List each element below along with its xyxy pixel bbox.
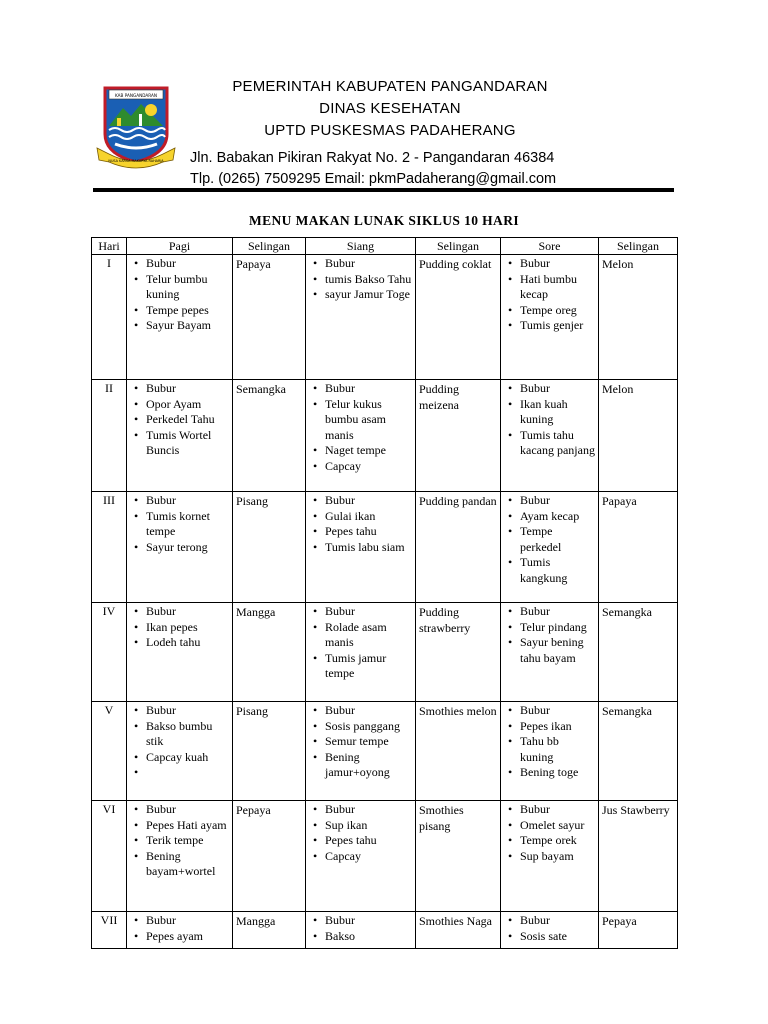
header-selingan-2: Selingan	[416, 238, 501, 255]
cell-siang	[306, 912, 416, 949]
cell-pagi-list	[130, 493, 229, 555]
cell-siang	[306, 702, 416, 801]
header-selingan-3: Selingan	[599, 238, 678, 255]
list-item: • Tumis tahu kacang panjang	[520, 428, 595, 459]
list-item: • Bubur	[146, 604, 229, 620]
list-item: • Bubur	[146, 703, 229, 719]
list-item: • Bubur	[520, 493, 595, 509]
list-item: • Bubur	[520, 381, 595, 397]
cell-siang-list	[309, 703, 412, 781]
list-item: • Tumis Wortel Buncis	[146, 428, 229, 459]
document-title: MENU MAKAN LUNAK SIKLUS 10 HARI	[248, 213, 520, 228]
list-item: • Tumis kornet tempe	[146, 509, 229, 540]
list-item: • Bubur	[520, 604, 595, 620]
cell-siang-list	[309, 381, 412, 474]
cell-sore	[501, 702, 599, 801]
cell-sore	[501, 603, 599, 702]
list-item: • Bubur	[325, 493, 412, 509]
list-item: • Bubur	[325, 381, 412, 397]
header-sore: Sore	[501, 238, 599, 255]
cell-selingan-2: Pudding strawberry	[416, 603, 501, 702]
table-header-row	[92, 238, 678, 255]
list-item: • Sup ikan	[325, 818, 412, 834]
regency-emblem-logo	[95, 82, 177, 170]
list-item: • Tumis labu siam	[325, 540, 412, 556]
cell-hari: VII	[92, 912, 127, 949]
list-item: • Tempe pepes	[146, 303, 229, 319]
cell-selingan-2: Smothies pisang	[416, 801, 501, 912]
letterhead-contact: Tlp. (0265) 7509295 Email: pkmPadaherang@gmail.com	[190, 171, 557, 187]
cell-sore	[501, 255, 599, 380]
cell-pagi	[127, 380, 233, 492]
list-item: • Tempe perkedel	[520, 524, 595, 555]
cell-selingan-2: Pudding meizena	[416, 380, 501, 492]
list-item: • Capcay	[325, 849, 412, 865]
cell-selingan-3: Pepaya	[599, 912, 678, 949]
cell-sore	[501, 380, 599, 492]
cell-selingan-1: Pepaya	[233, 801, 306, 912]
cell-siang-list	[309, 913, 412, 944]
letterhead-divider	[93, 188, 674, 192]
cell-selingan-1: Semangka	[233, 380, 306, 492]
cell-siang	[306, 380, 416, 492]
list-item: • Sayur Bayam	[146, 318, 229, 334]
logo-top-text: KAB PANGANDARAN	[115, 93, 157, 98]
cell-selingan-1: Papaya	[233, 255, 306, 380]
header-selingan-1: Selingan	[233, 238, 306, 255]
cell-pagi	[127, 603, 233, 702]
list-item: • Sosis panggang	[325, 719, 412, 735]
cell-pagi-list	[130, 802, 229, 880]
cell-sore-list	[504, 604, 595, 666]
cell-siang-list	[309, 493, 412, 555]
cell-pagi-list	[130, 913, 229, 944]
menu-table	[91, 237, 678, 949]
list-item: • Tahu bb kuning	[520, 734, 595, 765]
list-item: • Bening jamur+oyong	[325, 750, 412, 781]
cell-hari: IV	[92, 603, 127, 702]
list-item: • sayur Jamur Toge	[325, 287, 412, 303]
cell-selingan-1: Pisang	[233, 702, 306, 801]
cell-pagi	[127, 492, 233, 603]
list-item: • Gulai ikan	[325, 509, 412, 525]
list-item: • Pepes ayam	[146, 929, 229, 945]
list-item: • Naget tempe	[325, 443, 412, 459]
header-hari: Hari	[92, 238, 127, 255]
list-item: • Tumis kangkung	[520, 555, 595, 586]
list-item: • Bubur	[520, 802, 595, 818]
list-item: • Bubur	[325, 256, 412, 272]
list-item: • Ayam kecap	[520, 509, 595, 525]
list-item: • Bening toge	[520, 765, 595, 781]
list-item: • Pepes tahu	[325, 833, 412, 849]
cell-pagi	[127, 255, 233, 380]
letterhead-government: PEMERINTAH KABUPATEN PANGANDARAN	[232, 78, 548, 95]
cell-hari: VI	[92, 801, 127, 912]
list-item: • Rolade asam manis	[325, 620, 412, 651]
cell-siang-list	[309, 256, 412, 303]
table-row	[92, 492, 678, 603]
list-item: • Bubur	[146, 256, 229, 272]
cell-sore	[501, 801, 599, 912]
list-item: • Bubur	[146, 802, 229, 818]
list-item: • Sosis sate	[520, 929, 595, 945]
cell-sore-list	[504, 703, 595, 781]
list-item: • Omelet sayur	[520, 818, 595, 834]
cell-selingan-2: Pudding pandan	[416, 492, 501, 603]
cell-selingan-3: Semangka	[599, 702, 678, 801]
cell-hari: V	[92, 702, 127, 801]
cell-siang	[306, 603, 416, 702]
list-item: • Telur kukus bumbu asam manis	[325, 397, 412, 444]
cell-selingan-3: Papaya	[599, 492, 678, 603]
list-item: • Tempe oreg	[520, 303, 595, 319]
cell-hari: I	[92, 255, 127, 380]
cell-sore-list	[504, 913, 595, 944]
list-item: • Pepes tahu	[325, 524, 412, 540]
cell-selingan-1: Mangga	[233, 603, 306, 702]
list-item: • Telur pindang	[520, 620, 595, 636]
list-item: • Terik tempe	[146, 833, 229, 849]
cell-siang	[306, 801, 416, 912]
cell-pagi	[127, 801, 233, 912]
list-item: • Semur tempe	[325, 734, 412, 750]
cell-selingan-3: Melon	[599, 255, 678, 380]
list-item: • Capcay	[325, 459, 412, 475]
header-pagi: Pagi	[127, 238, 233, 255]
cell-selingan-3: Melon	[599, 380, 678, 492]
list-item: • Tumis jamur tempe	[325, 651, 412, 682]
cell-hari: II	[92, 380, 127, 492]
list-item: • Lodeh tahu	[146, 635, 229, 651]
list-item: • Bubur	[520, 703, 595, 719]
cell-hari: III	[92, 492, 127, 603]
cell-sore	[501, 912, 599, 949]
cell-sore-list	[504, 493, 595, 586]
letterhead-institution: UPTD PUSKESMAS PADAHERANG	[264, 122, 516, 139]
list-item: • Tumis genjer	[520, 318, 595, 334]
list-item: • Bubur	[325, 703, 412, 719]
table-row	[92, 912, 678, 949]
list-item: • Bubur	[520, 913, 595, 929]
list-item: • tumis Bakso Tahu	[325, 272, 412, 288]
list-item: • Hati bumbu kecap	[520, 272, 595, 303]
cell-pagi-list	[130, 604, 229, 651]
list-item: • Sayur bening tahu bayam	[520, 635, 595, 666]
cell-sore	[501, 492, 599, 603]
letterhead-department: DINAS KESEHATAN	[319, 100, 461, 117]
cell-sore-list	[504, 256, 595, 334]
cell-selingan-2: Smothies Naga	[416, 912, 501, 949]
list-item: • Ikan pepes	[146, 620, 229, 636]
logo-motto-text: NUSA KARSA MAKARYA RAHARJA	[108, 159, 164, 163]
cell-sore-list	[504, 381, 595, 459]
list-item: • Bubur	[146, 913, 229, 929]
list-item: • Ikan kuah kuning	[520, 397, 595, 428]
cell-siang-list	[309, 802, 412, 864]
cell-pagi-list	[130, 256, 229, 334]
list-item: • Pepes Hati ayam	[146, 818, 229, 834]
list-item: • Pepes ikan	[520, 719, 595, 735]
letterhead-address: Jln. Babakan Pikiran Rakyat No. 2 - Pangandaran 46384	[190, 150, 555, 166]
cell-pagi-list	[130, 703, 229, 765]
cell-pagi-list	[130, 381, 229, 459]
table-row	[92, 255, 678, 380]
header-siang: Siang	[306, 238, 416, 255]
list-item: • Bakso bumbu stik	[146, 719, 229, 750]
cell-siang	[306, 492, 416, 603]
cell-siang	[306, 255, 416, 380]
list-item: • Sayur terong	[146, 540, 229, 556]
cell-pagi	[127, 702, 233, 801]
table-row	[92, 702, 678, 801]
table-row	[92, 603, 678, 702]
list-item: • Capcay kuah	[146, 750, 229, 766]
table-row	[92, 380, 678, 492]
list-item: • Tempe orek	[520, 833, 595, 849]
list-item: • Opor Ayam	[146, 397, 229, 413]
list-item: • Bakso	[325, 929, 412, 945]
cell-selingan-3: Jus Stawberry	[599, 801, 678, 912]
list-item: • Telur bumbu kuning	[146, 272, 229, 303]
list-item: • Bubur	[146, 493, 229, 509]
list-item: • Bening bayam+wortel	[146, 849, 229, 880]
list-item: • Bubur	[325, 802, 412, 818]
cell-siang-list	[309, 604, 412, 682]
list-item: • Bubur	[325, 604, 412, 620]
cell-selingan-1: Mangga	[233, 912, 306, 949]
letterhead	[190, 76, 590, 187]
list-item: • Bubur	[325, 913, 412, 929]
cell-selingan-1: Pisang	[233, 492, 306, 603]
cell-pagi	[127, 912, 233, 949]
list-item: • Bubur	[520, 256, 595, 272]
cell-selingan-2: Pudding coklat	[416, 255, 501, 380]
cell-selingan-3: Semangka	[599, 603, 678, 702]
cell-selingan-2: Smothies melon	[416, 702, 501, 801]
cell-sore-list	[504, 802, 595, 864]
table-row	[92, 801, 678, 912]
list-item: • Perkedel Tahu	[146, 412, 229, 428]
list-item: • Sup bayam	[520, 849, 595, 865]
list-item: • Bubur	[146, 381, 229, 397]
